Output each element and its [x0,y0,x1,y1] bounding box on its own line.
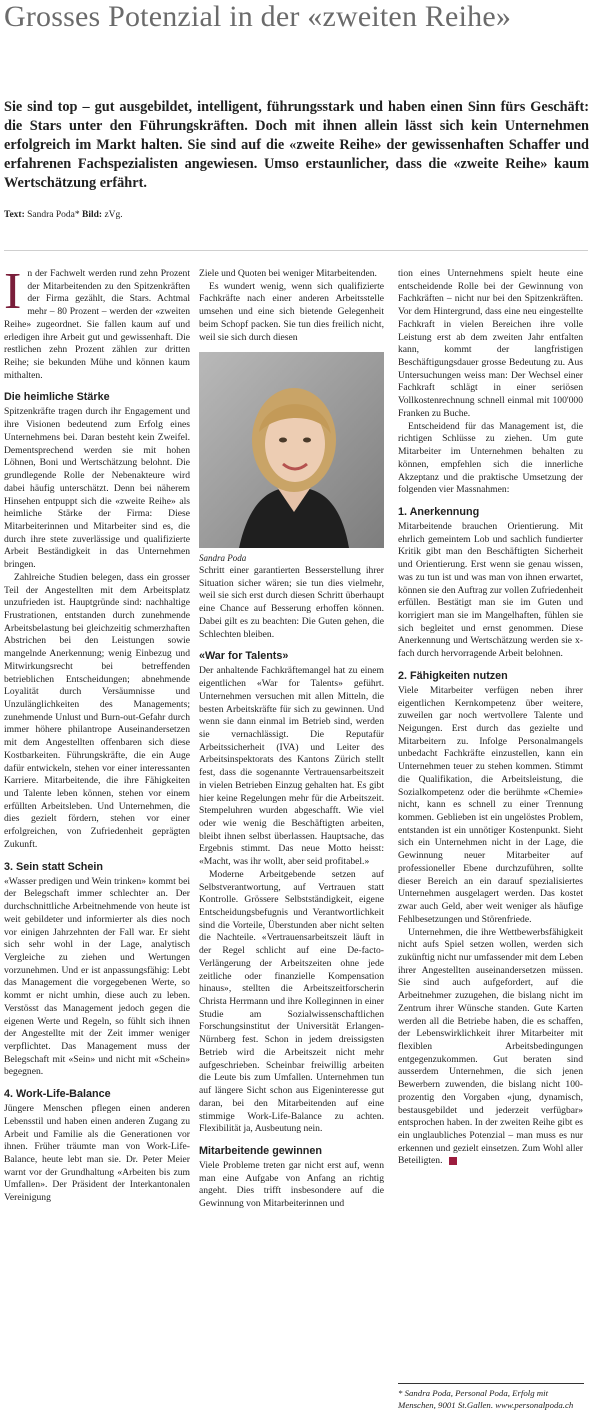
body-paragraph: «Wasser predigen und Wein trinken» kommt bei der Belegschaft immer schlechter an. Der durchschnittliche Arbeitnehmende von heute ist weit gebildeter und informierter als dies noch vor einigen Jahrzehnten der Fall war. Er sieht sich sehr wohl in der Lage, analytisch Vergleiche zu ziehen und Wertungen vorzunehmen. Und er ist anpassungsfähig: Lebt das Management die vorgegebenen Werte, so kommt er nicht umhin, diese auch zu leben. Verstösst das Management jedoch gegen die eigenen Werte und Regeln, so fühlt sich ihnen der Angestellte mit der Zeit immer weniger verpflichtet. Das Management muss der Belegschaft mit «Sein» und nicht mit «Schein» begegnen. [4,875,190,1078]
section-heading-mitarbeitende-gewinnen: Mitarbeitende gewinnen [199,1144,322,1157]
body-paragraph: Entscheidend für das Management ist, die richtigen Schlüsse zu ziehen. Um gute Mitarbeiter im Unternehmen behalten zu können, empfehlen sich die innerliche Akzeptanz und die praktische Umsetzung der folgenden vier Massnahmen: [398,420,583,496]
photo-caption: Sandra Poda [199,553,247,564]
body-paragraph: tion eines Unternehmens spielt heute eine entscheidende Rolle bei der Gewinnung von Fachkräften – nicht nur bei den Spitzenkräften. Vor dem Hintergrund, dass eine neu eingestellte Fachkraft in vielen Bereichen ihre volle Leistung erst ab dem zweiten Jahr entfalten kann, kommt der langfristigen Beschäftigungsdauer grosse Bedeutung zu. Aus Untersuchungen weiss man: Der Wechsel einer Fachkraft schlägt in einer seriösen Vollkostenrechnung schnell einmal mit 100'000 Franken zu Buche. [398,268,583,419]
article-credit [4,210,123,220]
portrait-photo [199,352,384,548]
credit-image-label: Bild: [82,210,103,220]
section-heading-anerkennung: 1. Anerkennung [398,505,480,518]
article-lead: Sie sind top – gut ausgebildet, intelligent, führungsstark und haben einen Sinn fürs Geschäft: die Stars unter den Führungskräften. Doch mit ihnen allein lässt sich kein Unternehmen erfolgreich im Markt halten. Sie sind auf die «zweite Reihe» der gewissenhaften Schaffer und erfahrenen Fachspezialisten angewiesen. Umso erstaunlicher, dass die «zweite Reihe» kaum Wertschätzung erfährt. [4,99,589,191]
intro-paragraph [4,268,190,382]
body-paragraph: Viele Probleme treten gar nicht erst auf, wenn man eine Aufgabe von Anfang an richtig angeht. Dies trifft insbesondere auf die Gewinnung von Mitarbeiterinnen und [199,1159,384,1210]
section-heading-heimliche-staerke: Die heimliche Stärke [4,391,110,404]
section-heading-war-for-talents: «War for Talents» [199,650,289,663]
header-divider [4,250,588,251]
column-1 [4,268,190,1420]
end-mark-icon [449,1157,457,1165]
body-paragraph: Zahlreiche Studien belegen, dass ein grosser Teil der Angestellten mit dem Arbeitsplatz unzufrieden ist. Hauptgründe sind: nachhaltige Frustrationen, entstanden durch zunehmende Arbeitsbelastung bei gleichzeitig schmerzhaften Abstrichen bei den Leistungen sowie mangelnde Anerkennung; wenig Einbezug und Mitwirkungsrecht bei betreffenden betrieblichen Entscheidungen; abnehmende Loyalität durch Versäumnisse und Unzulänglichkeiten des Managements; zunehmende Unlust und Burn-out-Gefahr durch immer höhere philantrope Auseinandersetzen mit dem Angestellten offenbaren sich diese Kostbarkeiten. Führungskräfte, die ein Auge dafür entwickeln, stehen vor einer interessanten Karriere. Mitarbeitende, die ihre Fähigkeiten und Talente leben können, stehen vor einem erfüllten Arbeitsleben. Und Unternehmen, die dies gezielt fördern, stehen vor einer erfolgreichen, von Zufriedenheit geprägten Zukunft. [4,571,190,850]
body-paragraph: Jüngere Menschen pflegen einen anderen Lebensstil und haben einen anderen Zugang zu Arbeit und Familie als die Generationen vor ihnen. Früher träumte man von Work-Life-Balance, heute lebt man sie. Dr. Peter Meier warnt vor der Grundhaltung «Arbeiten bis zum Umfallen». Der Präsident der Interkantonalen Vereinigung [4,1103,190,1204]
body-paragraph: Schritt einer garantierten Besserstellung ihrer Situation sicher wären; sie tun dies vielmehr, weil sie sich erst durch diesen Schritt überhaupt eine Chance auf Besserung erhoffen können. Dabei gilt es zu beachten: Die Guten gehen, die Schlechten bleiben. [199,565,384,640]
body-paragraph: Mitarbeitende brauchen Orientierung. Mit ehrlich gemeintem Lob und sachlich fundierter Kritik gibt man den Beschäftigten Sicherheit und Orientierung. Erst wenn sie genau wissen, was zu tun ist und was man von ihnen erwartet, können sie den Auftrag zur vollen Zufriedenheit erfüllen. Bestätigt man sie im Guten und korrigiert man sie im Mangelhaften, fühlen sie sich begleitet und ernst genommen. Diese Anerkennung und Wertschätzung werden sie x-fach durch hervorragende Arbeit belohnen. [398,520,583,660]
column-3 [398,268,583,1368]
section-heading-work-life-balance: 4. Work-Life-Balance [4,1088,111,1101]
intro-text: n der Fachwelt werden rund zehn Prozent der Mitarbeitenden zu den Spitzenkräften der Firma gezählt, die Stars. Achtmal mehr – 80 Prozent – werden der «zweiten Reihe» zugeordnet. Sie fallen kaum auf und erledigen ihre Arbeit gut und gewissenhaft. Die restlichen zehn Prozent zählen zur dritten Reihe; sie bekunden Mühe und können kaum mithalten. [4,268,190,381]
body-paragraph: Moderne Arbeitgebende setzen auf Selbstverantwortung, auf Vertrauen statt Kontrolle. Grössere Selbstständigkeit, eigene Entscheidungsbefugnis und Verantwortlichkeit sind die Vorteile, Überstunden aber nicht selten die Nachteile. «Vertrauensarbeitszeit läuft in der Regel schlicht auf eine De-facto-Verlängerung der Arbeitszeiten ohne jede zeitliche oder finanzielle Kompensation hinaus», stellten die Arbeitszeitforscherin Christa Herrmann und ihre Kolleginnen in einer Studie am Sozialwissenschaftlichen Forschungsinstitut der Universität Erlangen-Nürnberg fest. Schon in jedem dreissigsten Betrieb wird die Arbeitszeit nicht mehr aufgeschrieben. Scheinbar freiwillig arbeiten die Leute bis zum Umfallen. Unternehmen tun auf längere Sicht schon aus Eigeninteresse gut daran, bei den Mitarbeitenden auf eine stimmige Work-Life-Balance zu achten. Flexibilität ja, Ausbeutung nein. [199,868,384,1135]
body-paragraph: Der anhaltende Fachkräftemangel hat zu einem eigentlichen «War for Talents» geführt. Unternehmen versuchen mit allen Mitteln, die besten Arbeitskräfte für sich zu gewinnen. Und wenn sie dann einmal im Betrieb sind, werden sie vernachlässigt. Die Reputafür Arbeitssicherheit (IVA) und Leiter des Arbeitsinspektorats des Kantons Zürich stellt fest, dass die sogenannte Vertrauensarbeitszeit in vielen Betrieben Einzug gehalten hat. Es gibt hier keine Regelungen mehr für die Arbeitszeit. Stempeluhren wurden abgeschafft. Wie viel oder wie wenig die Beschäftigten arbeiten, bleibt ihnen selbst überlassen. Hauptsache, das Ergebnis stimmt. Das neue Motto heisst: «Macht, was ihr wollt, aber seid profitabel.» [199,665,384,868]
section-heading-sein-statt-schein: 3. Sein statt Schein [4,860,104,873]
drop-cap: I [4,268,22,320]
body-paragraph: Es wundert wenig, wenn sich qualifizierte Fachkräfte nach einer anderen Arbeitsstelle umsehen und eine sich bietende Gelegenheit beim Schopf packen. Sie tun dies freilich nicht, weil sie sich durch diesen [199,280,384,343]
body-paragraph: Spitzenkräfte tragen durch ihr Engagement und ihre Visionen bedeutend zum Erfolg eines Unternehmens bei. Daran besteht kein Zweifel. Dementsprechend werden sie mit hohen Löhnen, Boni und Wertschätzung belohnt. Die grundlegende Rolle der Nebenakteure wird dabei häufig unterschätzt. Denn bei näherem Hinsehen entpuppt sich die «zweite Reihe» als heimliche Stärke der Firma: Diese Mitarbeiterinnen und Mitarbeiter sind es, die durch ihre stete zuverlässige und qualifizierte Arbeit Beständigkeit in das Unternehmen bringen. [4,406,190,571]
body-paragraph: Viele Mitarbeiter verfügen neben ihrer eigentlichen Kernkompetenz über weitere, zuweilen gar noch wertvollere Talente und Neigungen. Erst durch das gezielte und Mitarbeitern zu. Infolge Personalmangels unbedacht Fachkräfte einzustellen, kann ein Unternehmen teuer zu stehen kommen. Stimmt die Qualifikation, die Arbeitsleistung, die Sozialkompetenz oder die berühmte «Chemie» nicht, kann es schnell zu einer Trennung kommen. Geblieben ist ein ungelöstes Problem, entstanden ist ein unnötiger Kostenpunkt. Sieht sich ein Unternehmen nicht in der Lage, die Gewinnung neuer Mitarbeiter auf professioneller Ebene durchzuführen, sollte dieser Bereich an ein darauf spezialisiertes Unternehmen ausgelagert werden. Das kostet zwar auch Geld, aber weit weniger als häufige Fehlbesetzungen und Störenfriede. [398,684,583,925]
closing-text: Unternehmen, die ihre Wettbewerbsfähigkeit nicht aufs Spiel setzen wollen, werden sich zukünftig nicht nur umfassender mit dem Leben ihrer Angestellten auseinandersetzen müssen. Sie sind auch aufgefordert, auf die Arbeitnehmer zuzugehen, die bislang nicht im Zentrum ihrer Wünsche standen. Gute Karten werden all die Betriebe haben, die es schaffen, der Lebenswirklichkeit ihrer Mitarbeiter mit flexiblen Arbeitsbedingungen entgegenzukommen. Gut beraten sind ausserdem Unternehmen, die sich jenen Bewerbern zuwenden, die bislang nicht 100-prozentig den Vorgaben «jung, dynamisch, bestausgebildet und jederzeit verfügbar» entsprochen haben. In der zweiten Reihe gibt es ein unglaubliches Potenzial – man muss es nur erkennen und gezielt einsetzen. Zum Wohl aller Beteiligten. [398,926,583,1167]
author-footnote: * Sandra Poda, Personal Poda, Erfolg mit Menschen, 9001 St.Gallen. www.personalpoda.ch [398,1383,584,1411]
credit-image: zVg. [104,210,123,220]
credit-text-label: Text: [4,210,25,220]
closing-paragraph [398,927,583,1169]
credit-author: Sandra Poda* [27,210,80,220]
article-title: Grosses Potenzial in der «zweiten Reihe» [4,0,512,33]
section-heading-faehigkeiten-nutzen: 2. Fähigkeiten nutzen [398,669,508,682]
body-paragraph: Ziele und Quoten bei weniger Mitarbeitenden. [199,268,377,279]
column-2 [199,268,384,1348]
